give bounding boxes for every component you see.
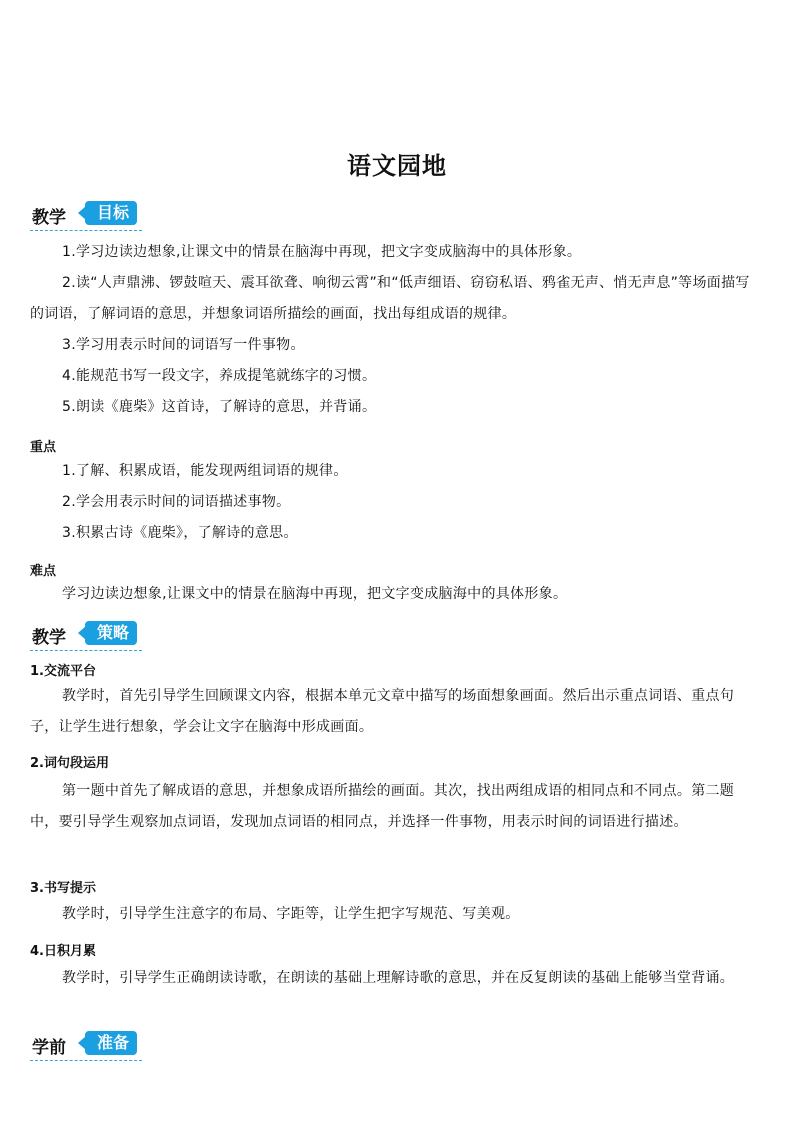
section-label-tag: 准备 (85, 1031, 137, 1055)
section-header-pre-class-prep (30, 1030, 142, 1061)
goal-item: 1.学习边读边想象,让课文中的情景在脑海中再现，把文字变成脑海中的具体形象。 (62, 244, 582, 260)
section-label-tag: 目标 (85, 201, 137, 225)
key-point-item: 3.积累古诗《鹿柴》，了解诗的意思。 (62, 525, 298, 541)
section-label-tag: 策略 (85, 621, 137, 645)
section-header-teaching-goals (30, 200, 142, 231)
strategy-text: 教学时，首先引导学生回顾课文内容，根据本单元文章中描写的场面想象画面。然后出示重点词语、重点句子，让学生进行想象，学会让文字在脑海中形成画面。 (30, 688, 735, 735)
strategy-text: 第一题中首先了解成语的意思，并想象成语所描绘的画面。其次，找出两组成语的相同点和不同点。第二题中，要引导学生观察加点词语，发现加点词语的相同点，并选择一件事物，用表示时间的词语进行描述。 (30, 783, 735, 830)
page-title: 语文园地 (347, 152, 447, 180)
difficulty-heading: 难点 (30, 564, 57, 579)
difficulty-text: 学习边读边想象,让课文中的情景在脑海中再现，把文字变成脑海中的具体形象。 (62, 586, 568, 602)
goal-item: 4.能规范书写一段文字，养成提笔就练字的习惯。 (62, 368, 377, 384)
strategy-text: 教学时，引导学生正确朗读诗歌，在朗读的基础上理解诗歌的意思，并在反复朗读的基础上能够当堂背诵。 (62, 970, 735, 986)
section-label-main: 学前 (32, 1038, 66, 1058)
key-point-item: 1.了解、积累成语，能发现两组词语的规律。 (62, 463, 348, 479)
key-point-item: 2.学会用表示时间的词语描述事物。 (62, 494, 291, 510)
goal-item: 5.朗读《鹿柴》这首诗，了解诗的意思，并背诵。 (62, 399, 377, 415)
section-label-main: 教学 (32, 208, 66, 228)
strategy-text: 教学时，引导学生注意字的布局、字距等，让学生把字写规范、写美观。 (62, 906, 520, 922)
key-points-heading: 重点 (30, 440, 57, 455)
section-label-main: 教学 (32, 628, 66, 648)
strategy-heading: 4.日积月累 (30, 944, 96, 959)
strategy-heading: 1.交流平台 (30, 664, 96, 679)
section-header-teaching-strategy (30, 620, 142, 651)
goal-item: 3.学习用表示时间的词语写一件事物。 (62, 337, 305, 353)
strategy-heading: 3.书写提示 (30, 881, 96, 896)
strategy-heading: 2.词句段运用 (30, 756, 109, 771)
goal-item: 2.读“人声鼎沸、锣鼓喧天、震耳欲聋、响彻云霄”和“低声细语、窃窃私语、鸦雀无声、悄无声息”等场面描写的词语，了解词语的意思，并想象词语所描绘的画面，找出每组成语的规律。 (30, 275, 750, 322)
